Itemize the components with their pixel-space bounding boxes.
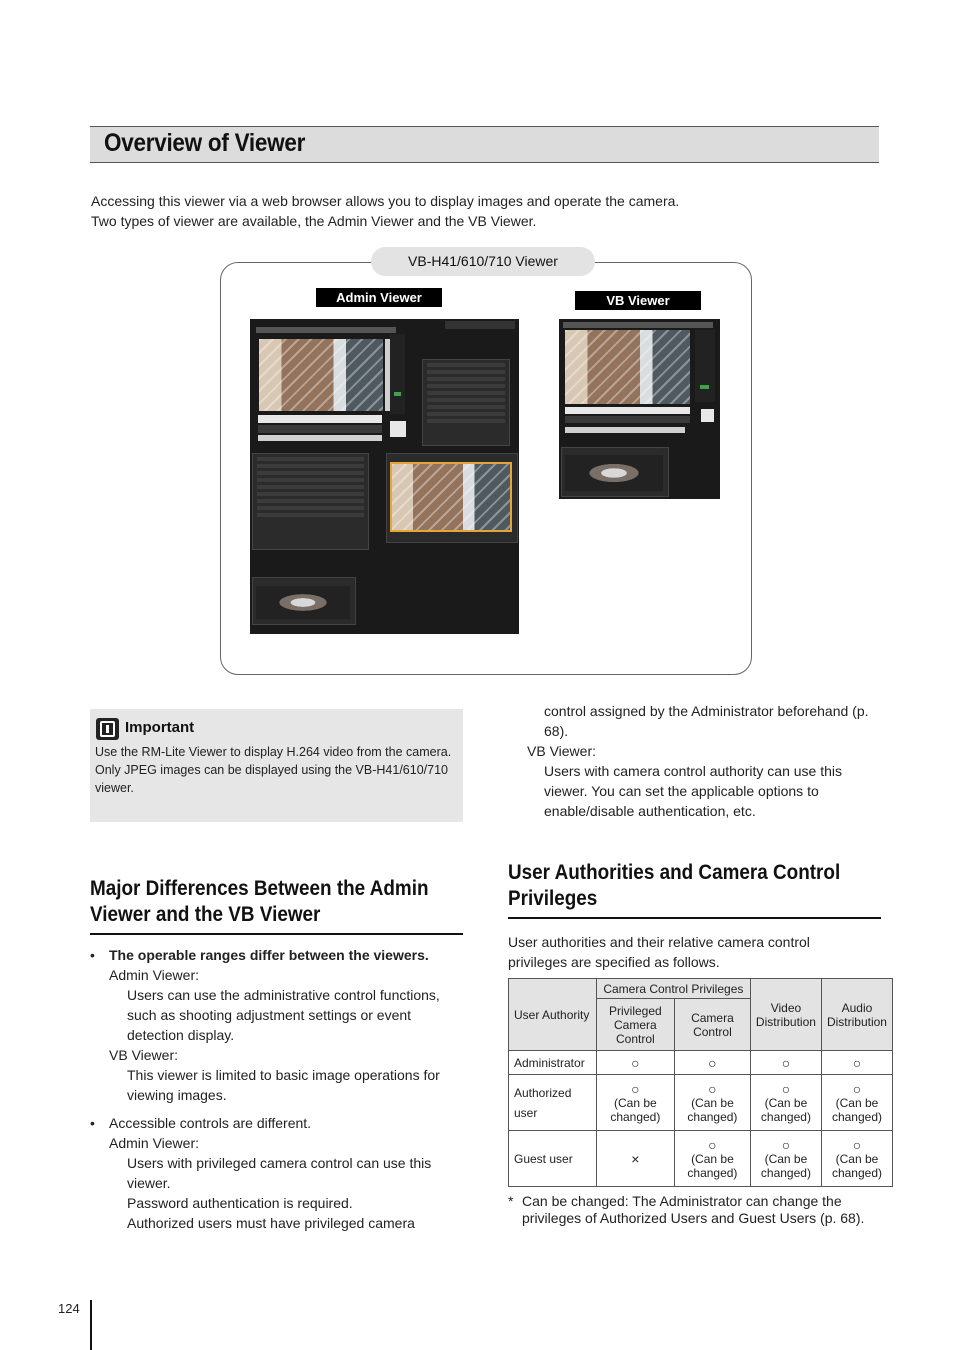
bullet-2 (90, 1113, 463, 1133)
vb-live-image (565, 330, 690, 404)
admin-select-bar (258, 435, 382, 441)
admin-event-panel (252, 453, 369, 550)
b2-admin-heading: Admin Viewer: (109, 1135, 200, 1151)
intro-text (91, 191, 679, 231)
vb-viewer-label: VB Viewer (575, 291, 701, 310)
figure-title: VB-H41/610/710 Viewer (371, 247, 595, 276)
row-label-guest-user: Guest user (509, 1131, 597, 1187)
footnote-mark: * (508, 1193, 514, 1209)
cell-note: (Can be changed) (760, 1151, 811, 1180)
cell-mark: ○ (821, 1051, 892, 1075)
vb-select-bar (565, 427, 685, 433)
cell-changeable (821, 1075, 892, 1131)
vb-viewer-heading-right: VB Viewer: (527, 743, 596, 759)
admin-control-panel (422, 359, 510, 446)
b1-vb-heading: VB Viewer: (109, 1047, 178, 1063)
admin-zoom-slider (390, 334, 405, 414)
bullet-dot: • (90, 1115, 95, 1131)
section-major-heading: Major Differences Between the Admin Viewer and the VB Viewer (90, 877, 429, 926)
vb-viewer-screenshot (559, 319, 720, 499)
vb-viewer-text-right: Users with camera control authority can use this viewer. You can set the applicable options to enable/disable authentication, etc. (544, 763, 843, 819)
intro-line-2: Two types of viewer are available, the Admin Viewer and the VB Viewer. (91, 213, 537, 229)
vb-control-bar (565, 416, 690, 423)
vb-toolbar (563, 322, 713, 328)
important-note (90, 709, 463, 822)
bullet-1-text: The operable ranges differ between the viewers. (109, 947, 429, 963)
intro-line-1: Accessing this viewer via a web browser allows you to display images and operate the camera. (91, 193, 680, 209)
admin-toolbar (256, 327, 396, 333)
b1-vb-text: This viewer is limited to basic image operations for viewing images. (127, 1067, 440, 1103)
important-line-2: Only JPEG images can be displayed using the VB-H41/610/710 viewer. (95, 763, 448, 795)
section-user-heading: User Authorities and Camera Control Privileges (508, 861, 841, 910)
th-video-distribution: Video Distribution (750, 979, 821, 1051)
cell-changeable (596, 1075, 674, 1131)
cell-note: (Can be changed) (760, 1095, 811, 1124)
admin-viewer-screenshot (250, 319, 519, 634)
th-user-authority: User Authority (509, 979, 597, 1051)
section-major-body (90, 945, 463, 1233)
cell-mark: ○ (852, 1080, 862, 1097)
b2-line-1: Users with privileged camera control can use this viewer. (127, 1155, 432, 1191)
cell-note: (Can be changed) (831, 1151, 882, 1180)
admin-viewer-continuation: control assigned by the Administrator beforehand (p. 68). (544, 703, 869, 739)
b2-line-3: Authorized users must have privileged camera (127, 1215, 415, 1231)
cell-note: (Can be changed) (687, 1095, 738, 1124)
cell-mark: ○ (596, 1051, 674, 1075)
admin-preview-panel (386, 453, 518, 543)
cell-mark: ○ (781, 1136, 791, 1153)
cell-changeable (674, 1131, 750, 1187)
cell-changeable (750, 1075, 821, 1131)
table-row (509, 1075, 893, 1131)
vb-info-bar (565, 407, 690, 414)
th-privileged-camera-control: Privileged Camera Control (596, 999, 674, 1051)
cell-mark: ○ (631, 1080, 640, 1097)
page-number-rule (90, 1300, 92, 1350)
admin-viewer-label: Admin Viewer (316, 288, 442, 307)
admin-panorama-panel (252, 577, 356, 625)
section-user-rule (508, 917, 881, 919)
admin-control-bar (258, 425, 382, 433)
vb-pan-control (701, 409, 714, 422)
important-title: Important (125, 719, 195, 736)
vb-panorama-panel (561, 447, 669, 497)
important-icon (96, 718, 119, 740)
th-camera-control: Camera Control (674, 999, 750, 1051)
bullet-dot: • (90, 947, 95, 963)
important-body (95, 743, 460, 797)
important-line-1: Use the RM-Lite Viewer to display H.264 video from the camera. (95, 745, 452, 759)
bullet-1 (90, 945, 463, 965)
footnote-text: Can be changed: The Administrator can change the privileges of Authorized Users and Guest Users (p. 68). (522, 1193, 865, 1226)
b1-admin-heading: Admin Viewer: (109, 967, 200, 983)
cell-mark: ○ (750, 1051, 821, 1075)
admin-pan-control (390, 421, 406, 437)
table-footnote (508, 1193, 893, 1227)
cell-changeable (750, 1131, 821, 1187)
page-number: 124 (58, 1301, 80, 1316)
cell-changeable (821, 1131, 892, 1187)
admin-top-links (445, 321, 515, 329)
cell-note: (Can be changed) (831, 1095, 882, 1124)
table-row (509, 1051, 893, 1075)
page-title: Overview of Viewer (104, 129, 306, 157)
cell-changeable (674, 1075, 750, 1131)
cell-mark: ○ (708, 1080, 717, 1097)
cell-mark: ○ (781, 1080, 791, 1097)
bullet-2-text: Accessible controls are different. (109, 1115, 312, 1131)
th-audio-distribution: Audio Distribution (821, 979, 892, 1051)
th-camera-control-privileges: Camera Control Privileges (596, 979, 750, 999)
cell-cross: × (596, 1131, 674, 1187)
admin-info-bar (258, 415, 382, 423)
vb-zoom-slider (695, 330, 715, 402)
table-row (509, 1131, 893, 1187)
cell-mark: ○ (708, 1136, 717, 1153)
cell-mark: ○ (674, 1051, 750, 1075)
row-label-authorized-user: Authorized user (509, 1075, 597, 1131)
b1-admin-text: Users can use the administrative control functions, such as shooting adjustment settings or event detection display. (127, 987, 440, 1043)
cell-note: (Can be changed) (687, 1151, 738, 1180)
authorities-table (508, 978, 893, 1187)
b2-line-2: Password authentication is required. (127, 1195, 353, 1211)
page-title-bar (90, 126, 879, 163)
cell-note: (Can be changed) (610, 1095, 661, 1124)
cell-mark: ○ (852, 1136, 862, 1153)
section-major-rule (90, 933, 463, 935)
admin-live-image (259, 339, 383, 411)
section-user-intro: User authorities and their relative camera control privileges are specified as follows. (508, 934, 810, 970)
row-label-administrator: Administrator (509, 1051, 597, 1075)
